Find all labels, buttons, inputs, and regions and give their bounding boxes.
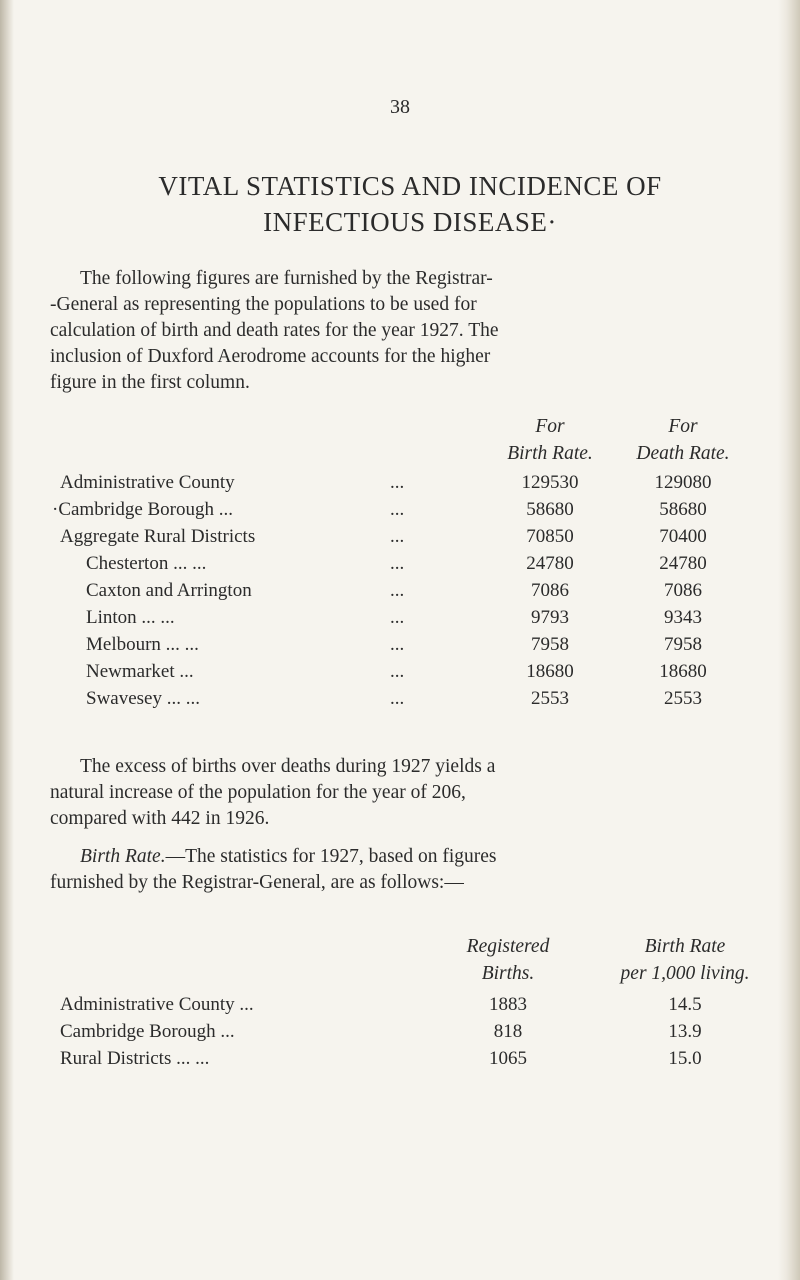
row-dots: ... bbox=[390, 553, 405, 574]
row-birth: 70850 bbox=[526, 526, 574, 547]
header-registered-line2: Births. bbox=[481, 963, 535, 984]
header-rate-line1: Birth Rate bbox=[644, 936, 726, 957]
header-birth-line2: Birth Rate. bbox=[507, 443, 593, 464]
intro-line: The following figures are furnished by the Registrar- bbox=[80, 268, 493, 289]
page-title: VITAL STATISTICS AND INCIDENCE OF INFECTIOUS DISEASE· bbox=[158, 171, 662, 237]
paragraph-line: compared with 442 in 1926. bbox=[50, 808, 270, 829]
table-row bbox=[0, 499, 800, 525]
row-death: 70400 bbox=[659, 526, 707, 547]
row-death: 24780 bbox=[659, 553, 707, 574]
intro-line: figure in the first column. bbox=[50, 372, 250, 393]
row-rate: 13.9 bbox=[668, 1021, 702, 1042]
table-row bbox=[0, 688, 800, 714]
header-death-line2: Death Rate. bbox=[636, 443, 730, 464]
row-name: Caxton and Arrington bbox=[86, 580, 252, 601]
intro-line: inclusion of Duxford Aerodrome accounts for the higher bbox=[50, 346, 491, 367]
row-name: Rural Districts ... ... bbox=[60, 1048, 210, 1069]
row-birth: 9793 bbox=[531, 607, 569, 628]
row-births: 1065 bbox=[489, 1048, 527, 1069]
row-name: Administrative County bbox=[60, 472, 235, 493]
population-table-header bbox=[0, 443, 800, 469]
table-row bbox=[0, 607, 800, 633]
header-birth-line1: For bbox=[535, 416, 565, 437]
paragraph-line: furnished by the Registrar-General, are as follows:— bbox=[50, 872, 464, 893]
paragraph-line: natural increase of the population for the year of 206, bbox=[50, 782, 466, 803]
birth-table-header bbox=[0, 936, 800, 962]
row-rate: 14.5 bbox=[668, 994, 702, 1015]
row-name: Newmarket ... bbox=[86, 661, 194, 682]
row-birth: 7958 bbox=[531, 634, 569, 655]
table-row bbox=[0, 1021, 800, 1047]
header-registered-line1: Registered bbox=[466, 936, 550, 957]
row-name: Administrative County ... bbox=[60, 994, 254, 1015]
row-name: Aggregate Rural Districts bbox=[60, 526, 256, 547]
row-birth: 24780 bbox=[526, 553, 574, 574]
paragraph-line: The excess of births over deaths during 1927 yields a bbox=[80, 756, 496, 777]
row-name: Melbourn ... ... bbox=[86, 634, 199, 655]
intro-paragraph bbox=[50, 266, 740, 396]
table-row bbox=[0, 472, 800, 498]
row-birth: 129530 bbox=[521, 472, 579, 493]
row-dots: ... bbox=[390, 688, 405, 709]
header-death-line1: For bbox=[668, 416, 698, 437]
row-dots: ... bbox=[390, 634, 405, 655]
row-dots: ... bbox=[390, 472, 405, 493]
row-birth: 2553 bbox=[531, 688, 569, 709]
row-name: Linton ... ... bbox=[86, 607, 175, 628]
row-birth: 58680 bbox=[526, 499, 574, 520]
row-name: Cambridge Borough ... bbox=[60, 1021, 235, 1042]
row-death: 129080 bbox=[654, 472, 712, 493]
table-row bbox=[0, 553, 800, 579]
population-table-header bbox=[0, 416, 800, 442]
row-dots: ... bbox=[390, 526, 405, 547]
row-birth: 7086 bbox=[531, 580, 569, 601]
row-death: 18680 bbox=[659, 661, 707, 682]
table-row bbox=[0, 661, 800, 687]
birth-rate-paragraph bbox=[50, 844, 750, 896]
row-death: 7086 bbox=[664, 580, 702, 601]
birth-table-header bbox=[0, 963, 800, 989]
row-dots: ... bbox=[390, 580, 405, 601]
paragraph-line: Birth Rate.—The statistics for 1927, based on figures bbox=[80, 846, 497, 867]
row-dots: ... bbox=[390, 499, 405, 520]
birth-rate-heading: Birth Rate. bbox=[80, 846, 166, 867]
row-death: 2553 bbox=[664, 688, 702, 709]
table-row bbox=[0, 1048, 800, 1074]
natural-increase-paragraph bbox=[50, 754, 750, 832]
row-name: ·Cambridge Borough ... bbox=[52, 499, 234, 520]
row-births: 818 bbox=[493, 1021, 523, 1042]
row-rate: 15.0 bbox=[668, 1048, 702, 1069]
table-row bbox=[0, 580, 800, 606]
row-dots: ... bbox=[390, 607, 405, 628]
intro-line: calculation of birth and death rates for the year 1927. The bbox=[50, 320, 499, 341]
page-number: 38 bbox=[390, 96, 410, 118]
intro-line: -General as representing the populations to be used for bbox=[50, 294, 477, 315]
row-death: 7958 bbox=[664, 634, 702, 655]
row-births: 1883 bbox=[489, 994, 527, 1015]
table-row bbox=[0, 994, 800, 1020]
row-name: Swavesey ... ... bbox=[86, 688, 200, 709]
row-death: 9343 bbox=[664, 607, 702, 628]
row-name: Chesterton ... ... bbox=[86, 553, 207, 574]
row-birth: 18680 bbox=[526, 661, 574, 682]
row-dots: ... bbox=[390, 661, 405, 682]
table-row bbox=[0, 526, 800, 552]
row-death: 58680 bbox=[659, 499, 707, 520]
table-row bbox=[0, 634, 800, 660]
header-rate-line2: per 1,000 living. bbox=[620, 963, 750, 984]
